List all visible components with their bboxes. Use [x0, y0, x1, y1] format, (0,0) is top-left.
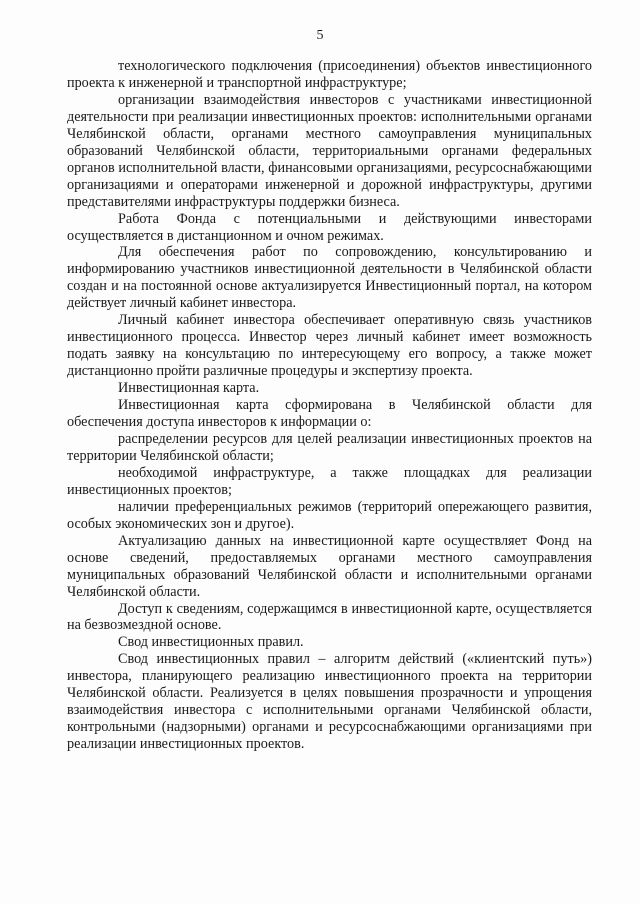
- list-item-preferential-regimes: наличии преференциальных режимов (территорий опережающего развития, особых экономических зон и другое).: [67, 498, 592, 532]
- list-item-infrastructure: необходимой инфраструктуре, а также площадках для реализации инвестиционных проектов;: [67, 464, 592, 498]
- paragraph-fund-work-modes: Работа Фонда с потенциальными и действующими инвесторами осуществляется в дистанционном и очном режимах.: [67, 210, 592, 244]
- list-item-resources: распределении ресурсов для целей реализации инвестиционных проектов на территории Челябинской области;: [67, 430, 592, 464]
- paragraph-investment-portal: Для обеспечения работ по сопровождению, консультированию и информированию участников инвестиционной деятельности в Челябинской области создан и на постоянной основе актуализируется Инвестиционный портал, на котором действует личный кабинет инвестора.: [67, 244, 592, 312]
- page-number: 5: [316, 28, 324, 43]
- paragraph-tech-connection: технологического подключения (присоединения) объектов инвестиционного проекта к инженерной и транспортной инфраструктуре;: [67, 58, 592, 91]
- paragraph-map-updates: Актуализацию данных на инвестиционной карте осуществляет Фонд на основе сведений, предоставляемых органами местного самоуправления муниципальных образований Челябинской области и исполнительными органами Челябинской области.: [67, 532, 592, 600]
- paragraph-investment-map-purpose: Инвестиционная карта сформирована в Челябинской области для обеспечения доступа инвесторов к информации о:: [67, 397, 592, 431]
- heading-investment-map: Инвестиционная карта.: [118, 380, 260, 397]
- heading-investment-rules: Свод инвестиционных правил.: [118, 634, 304, 651]
- paragraph-investment-rules: Свод инвестиционных правил – алгоритм действий («клиентский путь») инвестора, планирующего реализацию инвестиционного проекта на территории Челябинской области. Реализуется в целях повышения прозрачности и упрощения взаимодействия инвестора с исполнительными органами Челябинской области, контрольными (надзорными) органами и ресурсоснабжающими организациями при реализации инвестиционных проектов.: [67, 651, 592, 753]
- paragraph-investor-interaction: организации взаимодействия инвесторов с участниками инвестиционной деятельности при реализации инвестиционных проектов: исполнительными органами Челябинской области, органами местного самоуправления муниципальных образований Челябинской области, территориальными органами федеральных органов исполнительной власти, финансовыми организациями, ресурсоснабжающими организациями и операторами инженерной и дорожной инфраструктуры, другими представителями инфраструктуры поддержки бизнеса.: [67, 91, 592, 210]
- paragraph-personal-account: Личный кабинет инвестора обеспечивает оперативную связь участников инвестиционного процесса. Инвестор через личный кабинет имеет возможность подать заявку на консультацию по интересующему его вопросу, а также может дистанционно пройти различные процедуры и экспертизу проекта.: [67, 312, 592, 380]
- document-body: [67, 58, 592, 753]
- paragraph-map-access: Доступ к сведениям, содержащимся в инвестиционной карте, осуществляется на безвозмездной основе.: [67, 600, 592, 634]
